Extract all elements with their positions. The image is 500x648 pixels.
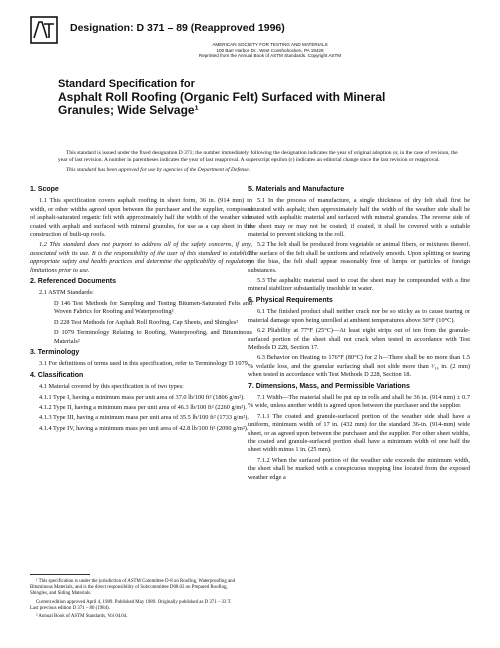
paragraph: 4.1.3 Type III, having a minimum mass per unit area of 35.5 lb/100 ft² (1733 g/m²). bbox=[39, 414, 249, 422]
paragraph: 1.1 This specification covers asphalt roofing in sheet form, 36 in. (914 mm) in width, or other widths agreed upon between the purchaser and the supplier, composed of asphalt-saturated organic felt with approximately half the width of the weather side coated with asphalt and surfaced with mineral granules, for use as a cap sheet in the construction of built-up roofs. bbox=[30, 197, 252, 239]
footnote: ² Annual Book of ASTM Standards, Vol 04.04. bbox=[36, 614, 128, 620]
paragraph: 4.1.4 Type IV, having a minimum mass per unit area of 42.8 lb/100 ft² (2090 g/m²). bbox=[39, 424, 249, 432]
reference-item: D 228 Test Methods for Asphalt Roll Roofing, Cap Sheets, and Shingles² bbox=[54, 318, 239, 326]
paragraph: 6.2 Pliability at 77°F (25°C)—At least eight strips out of ten from the granule-surfaced portion of the sheet shall not crack when tested in accordance with Test Methods D 228, Section 17. bbox=[248, 327, 470, 351]
paragraph: 7.1.2 When the surfaced portion of the weather side exceeds the minimum width, the sheet shall be marked with a conspicuous mopping line located from the exposed weather edge a bbox=[248, 456, 470, 481]
paragraph: 2.1 ASTM Standards: bbox=[39, 289, 94, 297]
section-heading: 2. Referenced Documents bbox=[30, 278, 116, 286]
right-column bbox=[248, 183, 470, 484]
section-heading: 7. Dimensions, Mass, and Permissible Variations bbox=[248, 382, 410, 390]
paragraph: 6.1 The finished product shall neither crack nor be so sticky as to cause tearing or material damage upon being unrolled at ambient temperatures above 50°F (10°C). bbox=[248, 308, 470, 324]
paragraph: 4.1.2 Type II, having a minimum mass per unit area of 46.3 lb/100 ft² (2260 g/m²). bbox=[39, 403, 247, 411]
paragraph: 1.2 This standard does not purport to address all of the safety concerns, if any, associated with its use. It is the responsibility of the user of this standard to establish appropriate safety and health practices and determine the applicability of regulatory limitations prior to use. bbox=[30, 241, 252, 274]
reference-item: D 1079 Terminology Relating to Roofing, Waterproofing, and Bituminous Materials² bbox=[54, 329, 252, 345]
reference-item: D 146 Test Methods for Sampling and Testing Bitumen-Saturated Felts and Woven Fabrics for Roofing and Waterproofing² bbox=[54, 299, 252, 316]
document-title: Standard Specification for Asphalt Roll Roofing (Organic Felt) Surfaced with Mineral Granules; Wide Selvage¹ bbox=[58, 78, 386, 117]
footnotes bbox=[30, 574, 240, 622]
paragraph: 7.1 Width—The material shall be put up in rolls and shall be 36 in. (914 mm) ± 0.7 % wide, unless another width is agreed upon between the purchaser and the supplier. bbox=[248, 393, 470, 410]
designation: Designation: D 371 – 89 (Reapproved 1996) bbox=[70, 22, 285, 34]
footnote: ¹ This specification is under the jurisdiction of ASTM Committee D-8 on Roofing, Waterproofing and Bituminous Materials, and is the direct responsibility of Subcommittee D08.02 on Prepared Roofing, Shingles, and Siding Materials. bbox=[30, 579, 236, 597]
issuance-notice: This standard is issued under the fixed designation D 371; the number immediately following the designation indicates the year of original adoption or, in the case of revision, the year of last revision. A number in parentheses indicates the year of last reapproval. A superscript epsilon (ε) indicates an editorial change since the last revision or reapproval. This standard has been approved for use by agencies of the Department of Defense. bbox=[58, 150, 458, 173]
footnote-divider bbox=[30, 574, 90, 575]
paragraph: 4.1 Material covered by this specification is of two types: bbox=[39, 383, 184, 391]
section-heading: 3. Terminology bbox=[30, 348, 80, 356]
paragraph: 3.1 For definitions of terms used in this specification, refer to Terminology D 1079. bbox=[39, 360, 250, 368]
footnote: Current edition approved April 4, 1989. Published May 1989. Originally published as D 371 – 33 T. Last previous edition D 371 – 80 (1984). bbox=[30, 599, 232, 611]
paragraph: 5.3 The asphaltic material used to coat the sheet may be compounded with a fine mineral stabilizer substantially insoluble in water. bbox=[248, 277, 470, 293]
left-column bbox=[30, 183, 252, 435]
section-heading: 6. Physical Requirements bbox=[248, 296, 333, 304]
document-header bbox=[30, 16, 480, 64]
paragraph: 7.1.1 The coated and granule-surfaced portion of the weather side shall have a uniform, minimum width of 17 in. (432 mm) for the standard 36-in. (914-mm) wide sheet, or as agreed upon between the purchaser and the supplier. For other sheet widths, the coated and granule-surfaced portion shall have a minimum width of one half the sheet width minus 1 in. (25 mm). bbox=[248, 412, 470, 454]
section-heading: 5. Materials and Manufacture bbox=[248, 186, 345, 193]
paragraph: 4.1.1 Type I, having a minimum mass per unit area of 37.0 lb/100 ft² (1806 g/m²). bbox=[39, 393, 245, 401]
section-heading: 4. Classification bbox=[30, 371, 84, 379]
paragraph: 5.1 In the process of manufacture, a single thickness of dry felt shall first be saturated with asphalt; then approximately half the width of the weather side shall be coated with asphaltic material and surfaced with mineral granules. The reverse side of the sheet may or may not be coated; if coated, it shall be covered with a suitable material to prevent sticking in the roll. bbox=[248, 197, 470, 239]
paragraph: 5.2 The felt shall be produced from vegetable or animal fibers, or mixtures thereof. The surface of the felt shall be uniform and relatively smooth. Upon splitting or tearing on the bias, the felt shall appear reasonably free of lumps or particles of foreign substances. bbox=[248, 241, 470, 274]
publisher-info: AMERICAN SOCIETY FOR TESTING AND MATERIALS 100 Barr Harbor Dr., West Conshohocken, PA 19428 Reprinted from the Annual Book of ASTM Standards. Copyright ASTM bbox=[198, 42, 342, 59]
paragraph: 6.3 Behavior on Heating to 176°F (80°C) for 2 h—There shall be no more than 1.5 % volatile loss, and the granular surfacing shall not slide more than ¹⁄₁₆ in. (2 mm) when tested in accordance with Test Methods D 228, Section 18. bbox=[248, 354, 470, 379]
astm-logo-icon bbox=[30, 16, 58, 44]
section-heading: 1. Scope bbox=[30, 186, 59, 193]
